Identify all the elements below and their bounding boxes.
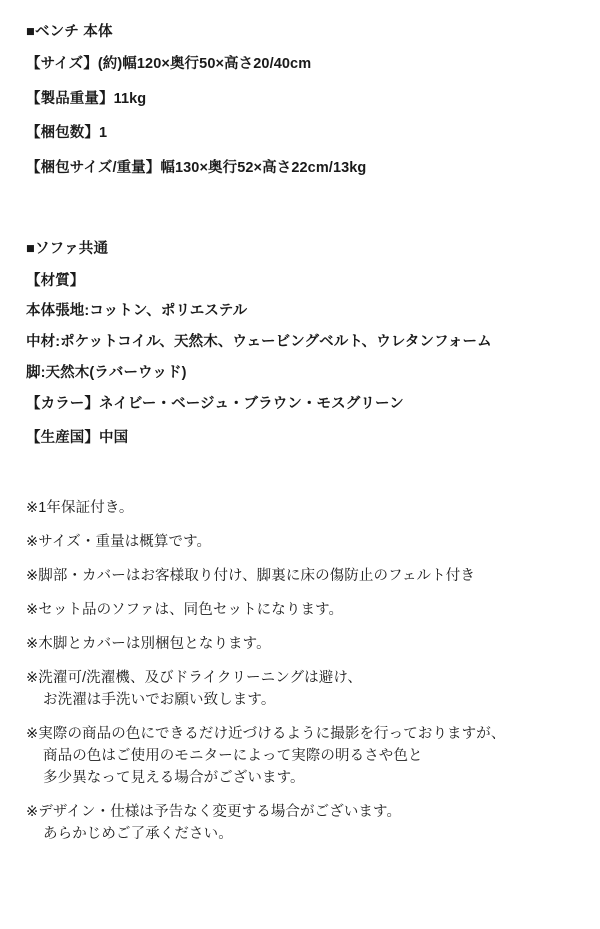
spec-line-weight: 【製品重量】11kg (26, 90, 147, 107)
spec-line-material-cover: 本体張地:コットン、ポリエステル (26, 303, 248, 320)
note-item (26, 565, 576, 587)
section-sofa-common (26, 239, 576, 450)
notes-list (26, 497, 576, 845)
note-text: ※デザイン・仕様は予告なく変更する場合がございます。 (26, 804, 402, 821)
note-continuation: 商品の色はご使用のモニターによって実際の明るさや色と (43, 748, 423, 765)
note-text: ※木脚とカバーは別梱包となります。 (26, 636, 271, 653)
note-item (26, 801, 576, 845)
note-item (26, 599, 576, 621)
note-continuation: あらかじめご了承ください。 (43, 826, 233, 843)
note-text: ※1年保証付き。 (26, 500, 134, 516)
note-text: ※脚部・カバーはお客様取り付け、脚裏に床の傷防止のフェルト付き (26, 568, 475, 585)
note-continuation: お洗濯は手洗いでお願い致します。 (43, 692, 276, 709)
note-item (26, 497, 576, 519)
note-item (26, 667, 576, 711)
note-item (26, 531, 576, 553)
spec-line-material-filling: 中材:ポケットコイル、天然木、ウェービングベルト、ウレタンフォーム (26, 334, 492, 350)
note-text: ※洗濯可/洗濯機、及びドライクリーニングは避け、 (26, 670, 362, 687)
spec-line-material-label: 【材質】 (26, 272, 85, 289)
note-item (26, 723, 576, 789)
spec-line-colors: 【カラー】ネイビー・ベージュ・ブラウン・モスグリーン (26, 395, 404, 412)
spec-line-country: 【生産国】中国 (26, 430, 129, 447)
note-text: ※実際の商品の色にできるだけ近づけるように撮影を行っておりますが、 (26, 726, 506, 743)
notes-spacer (26, 463, 576, 497)
spec-line-material-legs: 脚:天然木(ラバーウッド) (26, 364, 187, 381)
section-heading-sofa-common: ■ソファ共通 (26, 240, 109, 257)
section-spacer (26, 193, 576, 239)
note-continuation: 多少異なって見える場合がございます。 (43, 770, 305, 787)
note-text: ※セット品のソファは、同色セットになります。 (26, 602, 344, 619)
note-item (26, 633, 576, 655)
section-bench (26, 22, 576, 180)
spec-line-package-size: 【梱包サイズ/重量】幅130×奥行52×高さ22cm/13kg (26, 160, 367, 176)
spec-line-package-count: 【梱包数】1 (26, 125, 108, 142)
spec-line-size: 【サイズ】(約)幅120×奥行50×高さ20/40cm (26, 55, 312, 72)
section-heading-bench: ■ベンチ 本体 (26, 24, 113, 40)
note-text: ※サイズ・重量は概算です。 (26, 534, 212, 551)
